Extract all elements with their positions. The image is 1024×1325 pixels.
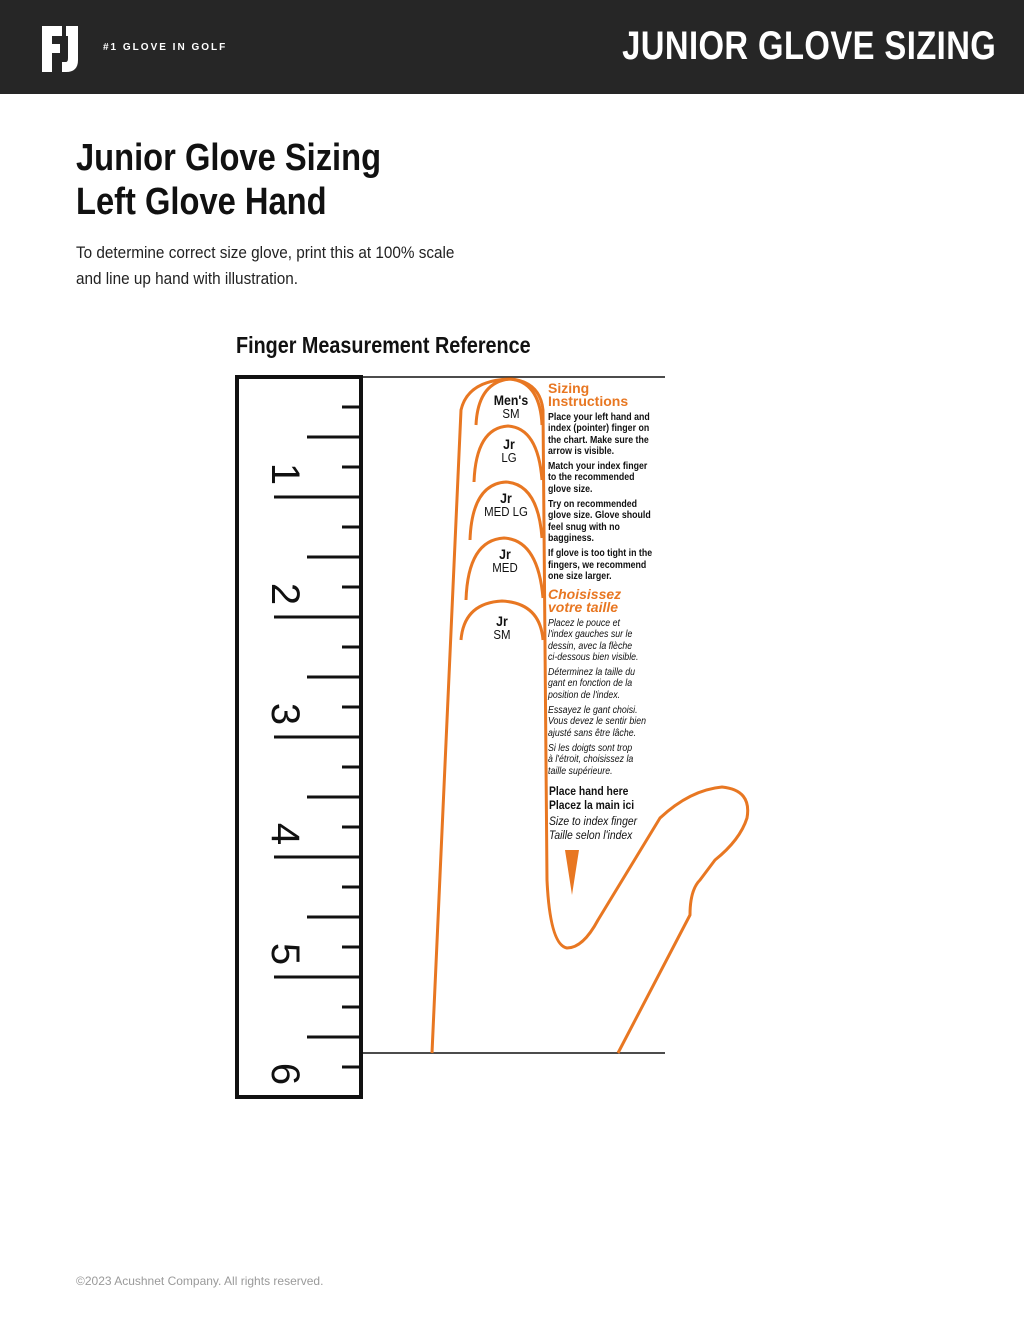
ruler-number: 3 bbox=[263, 702, 307, 726]
text-line: Placez le pouce et bbox=[548, 618, 620, 629]
title-line-1: Junior Glove Sizing bbox=[76, 137, 382, 179]
text-line: one size larger. bbox=[548, 570, 612, 582]
text-line: fingers, we recommend bbox=[548, 559, 647, 571]
size-label-jr-med-lg bbox=[480, 491, 533, 519]
size-label-bottom: SM bbox=[493, 627, 511, 642]
text-line: Essayez le gant choisi. bbox=[548, 705, 638, 717]
text-line: the chart. Make sure the bbox=[548, 434, 649, 446]
size-label-jr-sm bbox=[476, 614, 529, 642]
size-label-bottom: MED bbox=[492, 560, 518, 575]
place-hand-note bbox=[549, 785, 637, 843]
french-heading-2: votre taille bbox=[548, 599, 619, 615]
size-label-top: Men's bbox=[493, 392, 529, 408]
text-line: arrow is visible. bbox=[548, 445, 615, 457]
text-line: Déterminez la taille du bbox=[548, 667, 636, 679]
copyright-footer: ©2023 Acushnet Company. All rights reserved. bbox=[76, 1274, 324, 1288]
french-paragraph-2 bbox=[548, 667, 654, 701]
tagline: #1 GLOVE IN GOLF bbox=[103, 42, 228, 53]
sizing-heading-1: Sizing bbox=[548, 380, 590, 396]
place-hand-line-2: Placez la main ici bbox=[549, 800, 635, 812]
instruction-line-1: To determine correct size glove, print this at 100% scale bbox=[76, 243, 455, 262]
text-line: ci-dessous bien visible. bbox=[548, 651, 639, 663]
text-line: to the recommended bbox=[548, 472, 635, 484]
text-line: If glove is too tight in the bbox=[548, 548, 653, 560]
french-paragraph-3 bbox=[548, 705, 654, 739]
place-hand-line-4: Taille selon l'index bbox=[549, 830, 633, 842]
text-line: position de l'index. bbox=[548, 689, 621, 701]
text-line: feel snug with no bbox=[548, 521, 620, 533]
text-line: Match your index finger bbox=[548, 461, 648, 473]
ruler-number: 4 bbox=[263, 822, 307, 846]
ruler-number: 6 bbox=[263, 1062, 307, 1086]
text-line: index (pointer) finger on bbox=[548, 423, 650, 435]
text-line: Try on recommended bbox=[548, 499, 638, 511]
sizing-paragraph-1 bbox=[548, 412, 654, 457]
place-hand-line-3: Size to index finger bbox=[549, 816, 638, 828]
size-label-mens-sm bbox=[485, 393, 538, 421]
french-instructions bbox=[548, 588, 668, 777]
section-label: Finger Measurement Reference bbox=[236, 332, 531, 358]
header-title: JUNIOR GLOVE SIZING bbox=[621, 24, 996, 68]
size-label-jr-med bbox=[479, 547, 532, 575]
size-label-top: Jr bbox=[499, 546, 511, 562]
text-line: glove size. Glove should bbox=[548, 510, 651, 522]
ruler-ticks bbox=[274, 407, 359, 1067]
sizing-paragraph-3 bbox=[548, 499, 654, 544]
text-line: gant en fonction de la bbox=[548, 678, 633, 690]
ruler-number: 5 bbox=[263, 942, 307, 966]
size-label-top: Jr bbox=[503, 436, 515, 452]
french-paragraph-1 bbox=[548, 618, 654, 663]
ruler-numbers bbox=[263, 463, 307, 1085]
text-line: l'index gauches sur le bbox=[548, 629, 633, 641]
text-line: Si les doigts sont trop bbox=[548, 742, 633, 754]
instruction-line-2: and line up hand with illustration. bbox=[76, 269, 299, 288]
sizing-heading-2: Instructions bbox=[548, 393, 629, 409]
size-label-jr-lg bbox=[483, 437, 536, 465]
text-line: dessin, avec la flèche bbox=[548, 640, 633, 652]
french-heading-1: Choisissez bbox=[548, 586, 622, 602]
text-line: Vous devez le sentir bien bbox=[548, 716, 647, 728]
text-line: à l'étroit, choisissez la bbox=[548, 754, 634, 766]
text-line: Place your left hand and bbox=[548, 412, 650, 423]
text-line: bagginess. bbox=[548, 532, 594, 544]
size-label-bottom: MED LG bbox=[484, 504, 528, 519]
text-line: taille supérieure. bbox=[548, 765, 613, 777]
down-arrow-icon bbox=[565, 850, 579, 895]
ruler-number: 2 bbox=[263, 582, 307, 606]
text-line: ajusté sans être lâche. bbox=[548, 727, 637, 739]
sizing-paragraph-4 bbox=[548, 548, 654, 582]
sizing-paragraph-2 bbox=[548, 461, 654, 495]
place-hand-line-1: Place hand here bbox=[549, 786, 629, 798]
ruler-number: 1 bbox=[263, 462, 307, 486]
size-label-top: Jr bbox=[496, 613, 508, 629]
size-label-bottom: SM bbox=[502, 406, 520, 421]
size-label-bottom: LG bbox=[501, 450, 517, 465]
title-line-2: Left Glove Hand bbox=[76, 181, 327, 223]
size-label-top: Jr bbox=[500, 490, 512, 506]
french-paragraph-4 bbox=[548, 743, 654, 777]
sizing-instructions bbox=[548, 382, 668, 582]
text-line: glove size. bbox=[548, 483, 593, 495]
